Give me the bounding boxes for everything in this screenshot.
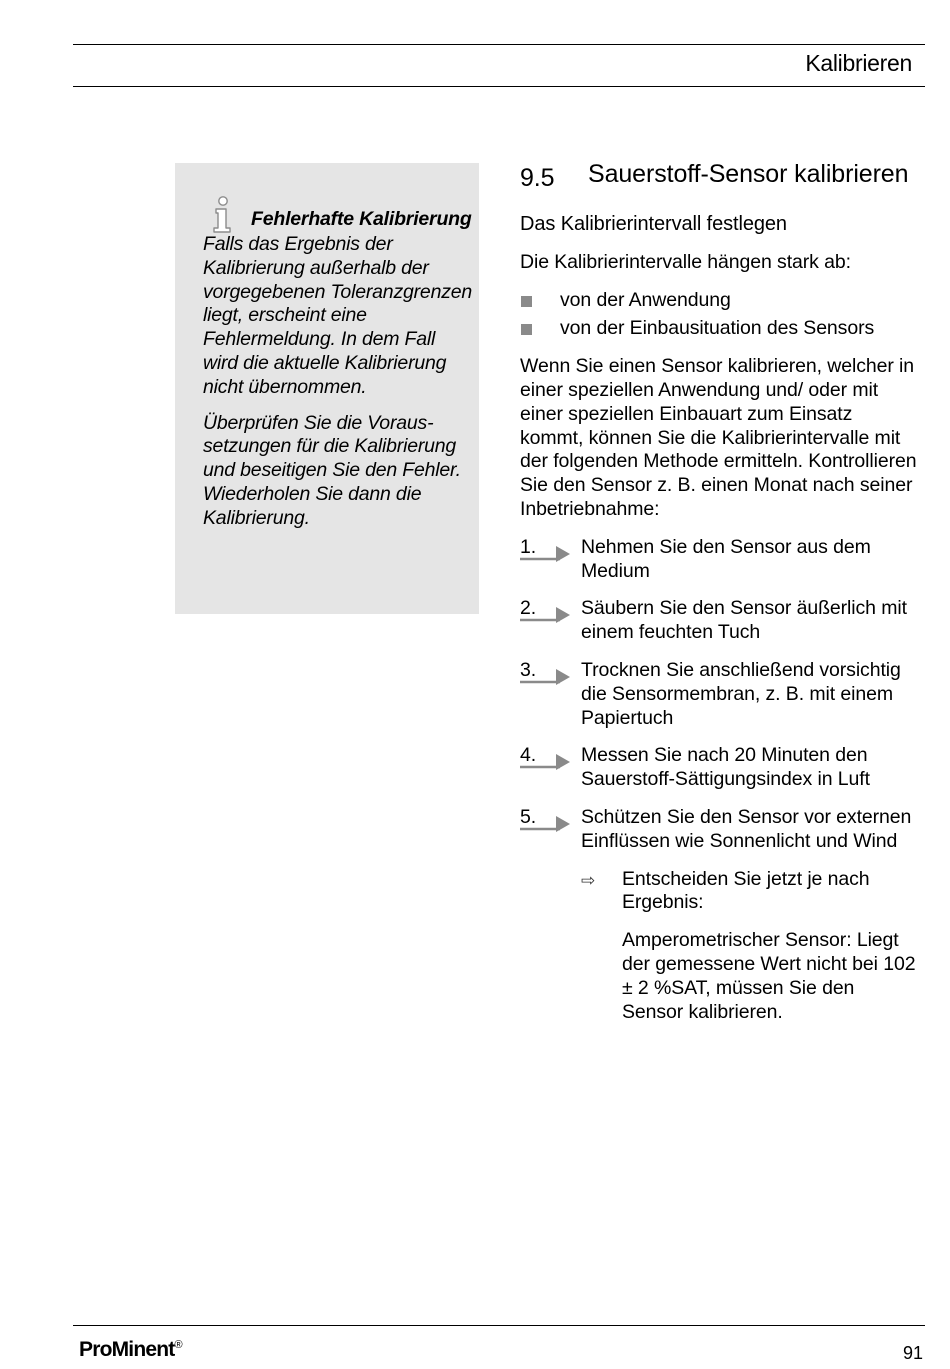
page-number: 91 — [902, 1343, 923, 1363]
main-column — [520, 158, 920, 1024]
step-text: Nehmen Sie den Sensor aus dem Medium — [581, 535, 871, 582]
step-text: Messen Sie nach 20 Minuten den Sauerstoff-Sättigungsindex in Luft — [581, 744, 870, 791]
step-item-5 — [520, 806, 920, 854]
bullet-item — [520, 317, 920, 341]
step-list — [520, 536, 920, 854]
result-text: Entscheiden Sie jetzt je nach Ergebnis: — [622, 867, 870, 914]
section-number: 9.5 — [520, 164, 555, 192]
step-text: Schützen Sie den Sensor vor externen Einflüssen wie Sonnenlicht und Wind — [581, 805, 912, 852]
bullet-text: von der Einbausituation des Sensors — [560, 317, 875, 340]
info-note-title-text: Fehlerhafte Kalibrierung — [251, 208, 472, 230]
subheading: Das Kalibrierintervall festlegen — [520, 213, 787, 235]
result-item — [581, 868, 920, 916]
bullet-item — [520, 289, 920, 313]
section-heading — [520, 158, 920, 195]
step-number: 4. — [520, 744, 537, 767]
info-note-content — [203, 195, 473, 531]
step-item-4 — [520, 744, 920, 792]
footer-rule — [73, 1325, 925, 1326]
info-icon — [209, 195, 235, 233]
info-note-title — [203, 195, 473, 233]
logo-text: ProMinent — [79, 1338, 175, 1361]
header-rule-top — [73, 44, 925, 45]
square-bullet-icon — [521, 296, 532, 307]
intro-text: Die Kalibrierintervalle hängen stark ab: — [520, 250, 851, 273]
step-marker — [520, 806, 581, 854]
step-number: 2. — [520, 597, 537, 620]
step-number: 3. — [520, 658, 537, 681]
step-marker — [520, 536, 581, 584]
step-text: Säubern Sie den Sensor äußerlich mit einem feuchten Tuch — [581, 597, 907, 644]
step-text: Trocknen Sie anschließend vorsichtig die Sensormembran, z. B. mit einem Papiertuch — [581, 658, 901, 729]
header-title: Kalibrieren — [805, 50, 912, 76]
step-item-3 — [520, 659, 920, 730]
step-number: 5. — [520, 805, 537, 828]
step-marker — [520, 659, 581, 730]
step-number: 1. — [520, 535, 537, 558]
info-note-box — [175, 163, 479, 614]
bullet-text: von der Anwendung — [560, 288, 731, 311]
header-rule-bottom — [73, 86, 925, 87]
registered-mark: ® — [174, 1339, 183, 1351]
info-note-paragraph-1: Falls das Ergebnis der Kalibrierung außerhalb der vorgegebenen Toleranzgrenzen liegt, erscheint eine Fehlermeldung. In dem Fall wird die aktuelle Kalibrierung nicht übernommen. — [203, 233, 473, 398]
section-title: Sauerstoff-Sensor kalibrieren — [588, 160, 909, 188]
info-note-paragraph-2: Überprüfen Sie die Voraussetzungen für die Kalibrierung und beseitigen Sie den Fehler. Wiederholen Sie dann die Kalibrierung. — [203, 411, 461, 529]
result-arrow-icon: ⇨ — [581, 870, 596, 890]
body-paragraph: Wenn Sie einen Sensor kalibrieren, welcher in einer speziellen Anwendung und/ oder mit einer speziellen Einbauart zum Einsatz kommt, können Sie die Kalibrierintervalle mit der folgenden Methode ermitteln. Kontrollieren Sie den Sensor z. B. einen Monat nach seiner Inbetriebnahme: — [520, 355, 917, 520]
step-marker — [520, 744, 581, 792]
step-item-2 — [520, 597, 920, 645]
bullet-list — [520, 289, 920, 342]
step-item-1 — [520, 536, 920, 584]
step-marker — [520, 597, 581, 645]
prominent-logo — [79, 1338, 183, 1362]
square-bullet-icon — [521, 324, 532, 335]
result-detail-text: Amperometrischer Sensor: Liegt der gemessene Wert nicht bei 102 ± 2 %SAT, müssen Sie den Sensor kalibrieren. — [622, 929, 916, 1023]
